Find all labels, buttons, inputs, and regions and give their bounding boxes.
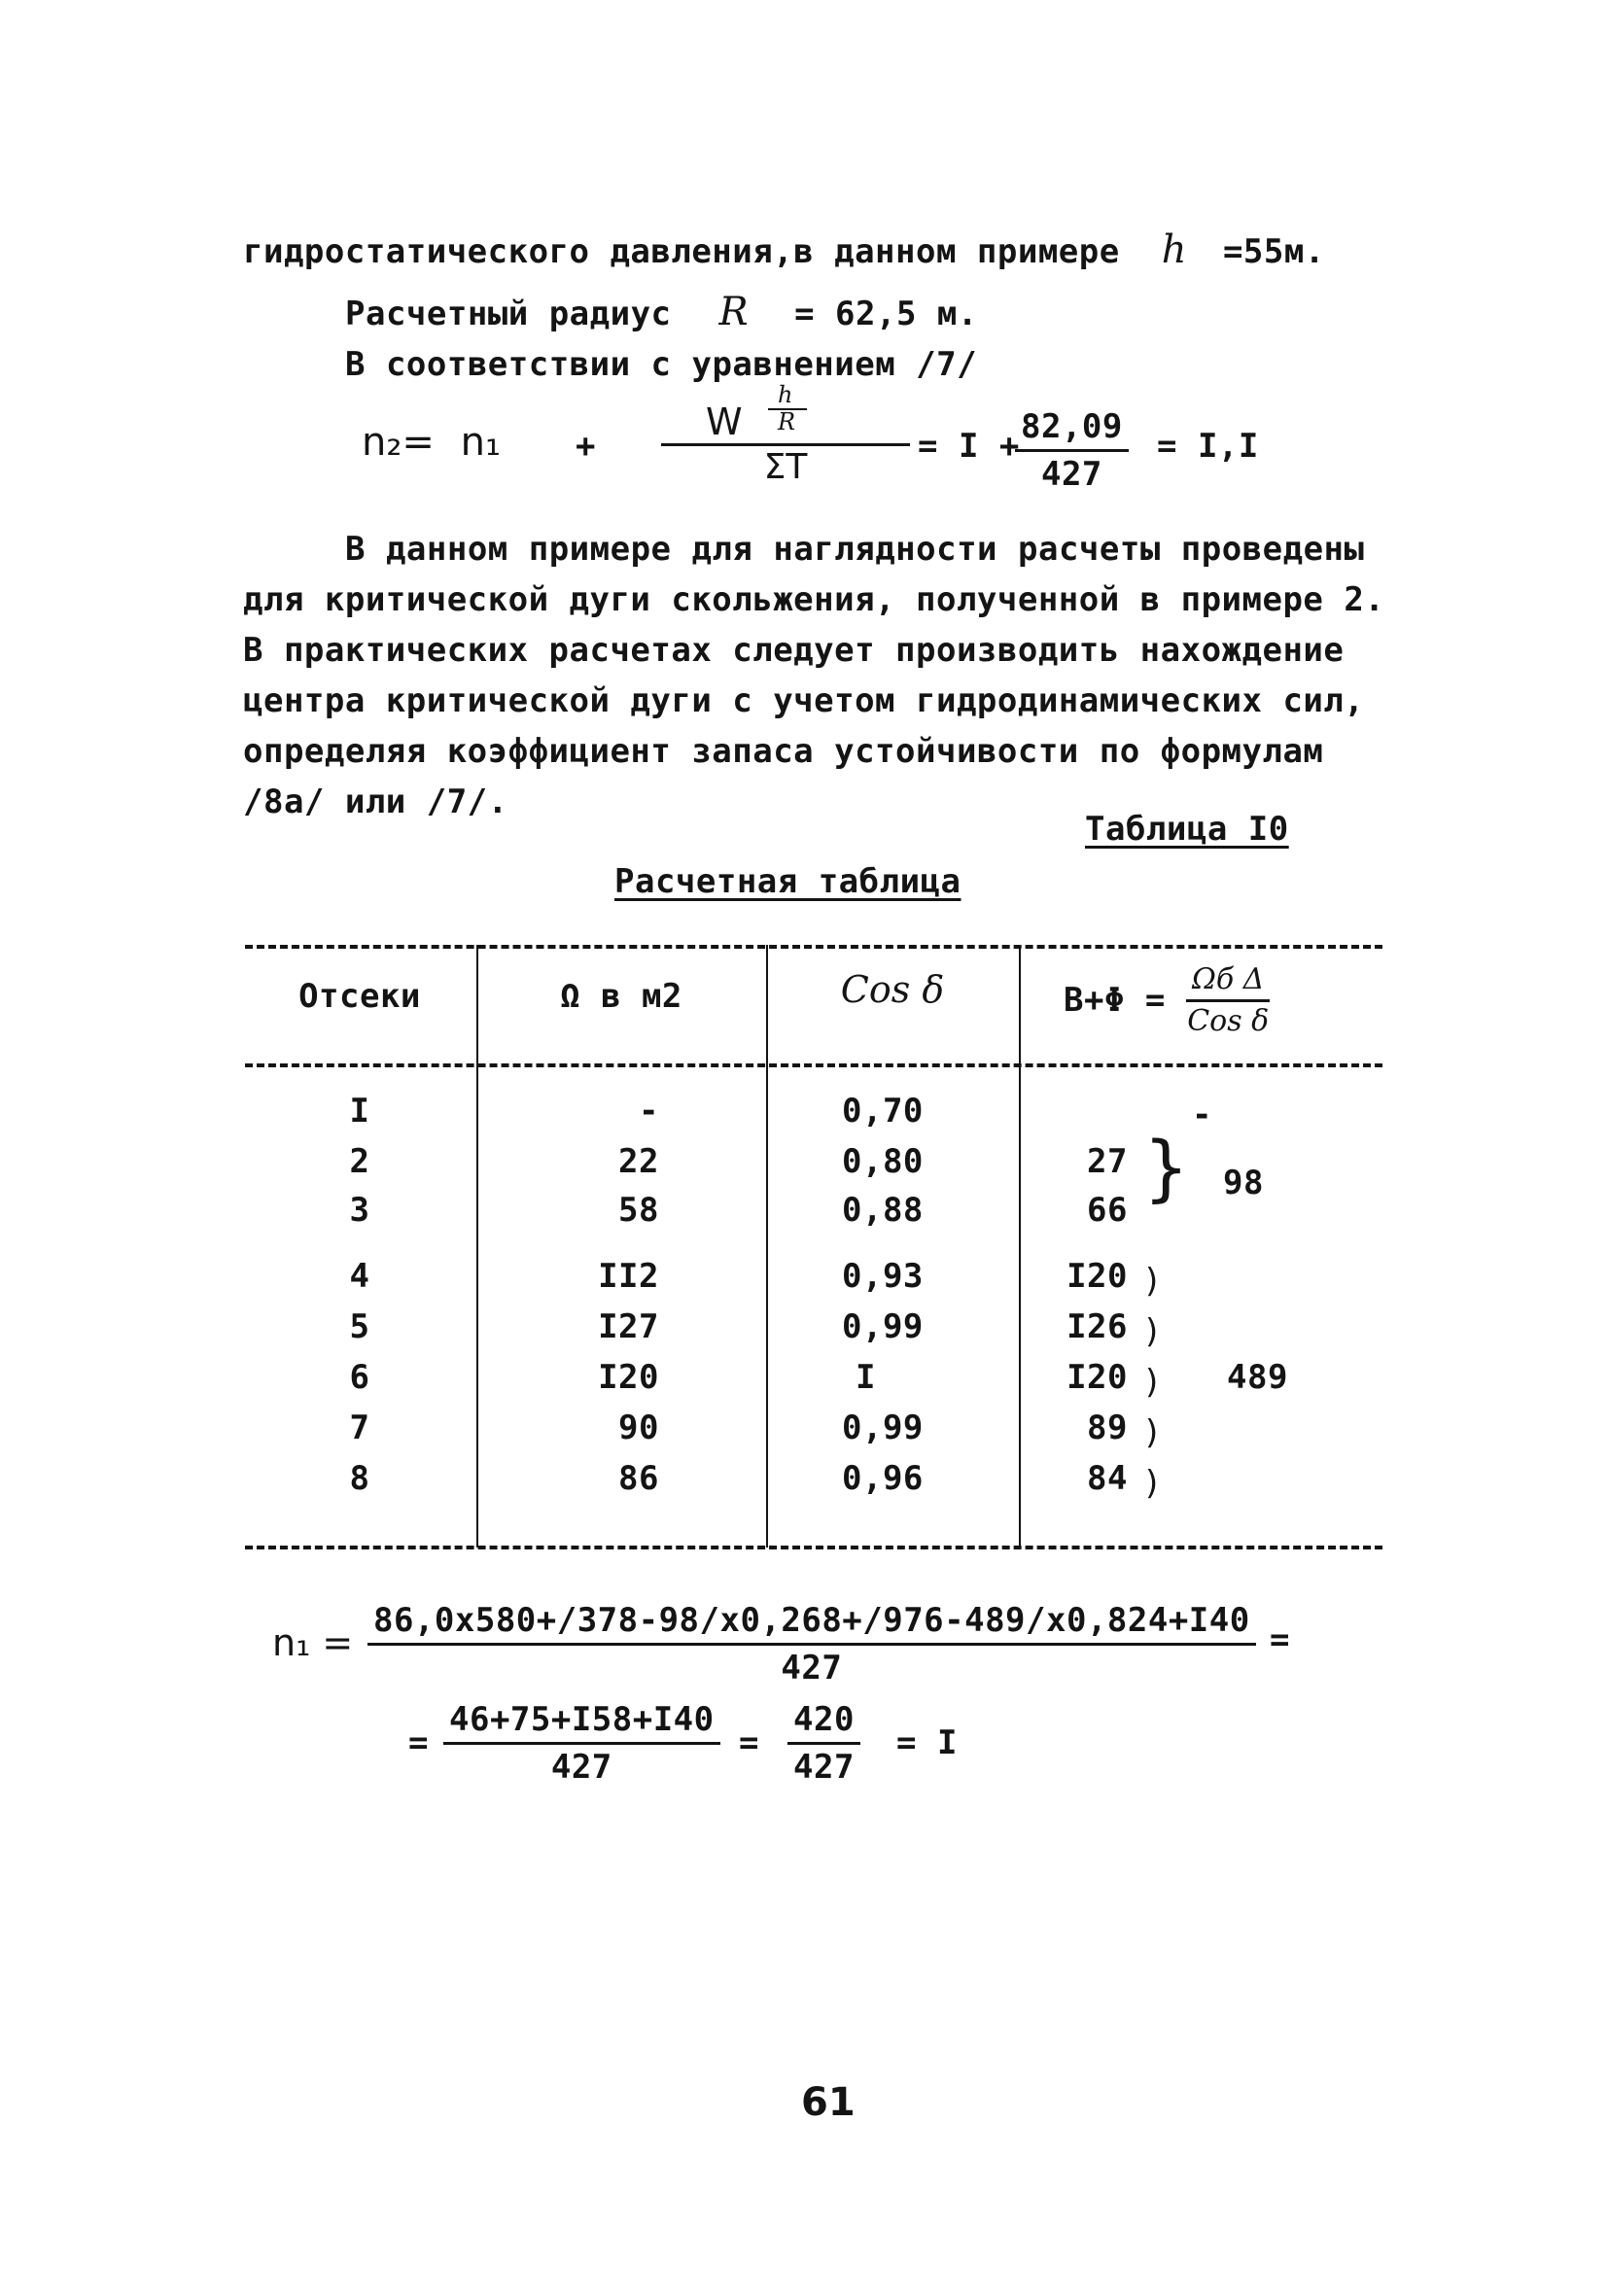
group-a-sum: 98 <box>1223 1164 1264 1202</box>
cell-omega: 90 <box>618 1409 659 1447</box>
table-header-rule <box>245 1063 1382 1067</box>
eq-n1-frac-b-num: 420 <box>787 1699 860 1745</box>
line1-value: =55м. <box>1222 232 1325 271</box>
group-b-sum: 489 <box>1227 1358 1288 1397</box>
eq-n1-fraction-a <box>443 1699 720 1788</box>
table-header-segments: Отсеки <box>298 977 421 1016</box>
cell-omega: 86 <box>618 1459 659 1498</box>
cell-bphi: I26 <box>1066 1307 1128 1346</box>
eq7-frac-top: ℎ <box>778 381 793 408</box>
symbol-h: ℎ <box>1161 227 1187 272</box>
cell-bphi: I20 <box>1066 1257 1128 1296</box>
cell-bphi: 27 <box>1087 1142 1128 1181</box>
page-number: 61 <box>801 2080 856 2125</box>
text-line-1 <box>243 229 1325 272</box>
line1-text: гидростатического давления,в данном примере <box>243 232 1120 271</box>
cell-group-dash: - <box>1192 1096 1212 1134</box>
table-top-rule <box>245 945 1382 949</box>
eq7-result: = I,I <box>1157 427 1259 466</box>
eq7-frac2-num: 82,09 <box>1015 406 1129 452</box>
eq7-w: W <box>706 400 743 443</box>
para-line-5: определяя коэффициент запаса устойчивости по формулам <box>243 732 1324 771</box>
eq-n1-main-fraction <box>367 1600 1256 1688</box>
eq-n1-mid-equals: = <box>739 1723 759 1762</box>
cell-segment: 3 <box>349 1191 370 1230</box>
eq7-numerator <box>661 381 910 446</box>
cell-omega: II2 <box>598 1257 659 1296</box>
eq-n1-tail-equals: = <box>1270 1620 1290 1659</box>
eq7-frac2-den: 427 <box>1040 455 1102 494</box>
cell-segment: 6 <box>349 1358 370 1397</box>
para-line-6: /8а/ или /7/. <box>243 783 508 821</box>
para-line-2: для критической дуги скольжения, полученной в примере 2. <box>243 580 1385 619</box>
cell-cos: 0,70 <box>842 1092 924 1131</box>
eq7-n1: n₁ <box>460 420 502 465</box>
table-bottom-rule <box>245 1546 1382 1549</box>
line2-text: Расчетный радиус <box>345 295 672 333</box>
table-header-bphi-fraction <box>1186 962 1270 1039</box>
eq-n1-line2-equals: = <box>408 1723 429 1762</box>
para-line-4: центра критической дуги с учетом гидродинамических сил, <box>243 681 1365 720</box>
cell-segment: 8 <box>349 1459 370 1498</box>
eq7-equals-1: = I + <box>918 427 1020 466</box>
cell-omega: I27 <box>598 1307 659 1346</box>
cell-omega: I20 <box>598 1358 659 1397</box>
eq7-plus: + <box>576 427 596 466</box>
cell-cos: 0,96 <box>842 1459 924 1498</box>
table-title: Расчетная таблица <box>614 862 961 901</box>
cell-cos: 0,99 <box>842 1307 924 1346</box>
table-header-bphi-prefix: B+Φ = <box>1064 981 1166 1020</box>
table-header-omega: Ω в м2 <box>560 977 682 1016</box>
cell-segment: 4 <box>349 1257 370 1296</box>
para-line-1: В данном примере для наглядности расчеты проведены <box>345 530 1365 569</box>
eq-n1-result: = I <box>896 1723 958 1762</box>
cell-bphi: 89 <box>1087 1409 1128 1447</box>
cell-cos: 0,99 <box>842 1409 924 1447</box>
eq7-fraction <box>661 381 910 489</box>
table-header-cos: Cos δ <box>840 968 945 1011</box>
eq7-lhs-text: n₂= <box>362 420 435 465</box>
table-col-divider-1 <box>476 945 478 1548</box>
eq-n1-frac-a-den: 427 <box>550 1748 612 1787</box>
para-line-3: В практических расчетах следует производить нахождение <box>243 631 1345 670</box>
table-header-bphi-num: Ωб Δ <box>1186 962 1270 1002</box>
eq-n1-denominator: 427 <box>781 1649 843 1687</box>
cell-bphi: 84 <box>1087 1459 1128 1498</box>
cell-cos: 0,88 <box>842 1191 924 1230</box>
eq7-lhs <box>362 420 501 465</box>
table-col-divider-2 <box>766 945 768 1548</box>
cell-segment: 5 <box>349 1307 370 1346</box>
line2-value: = 62,5 м. <box>794 295 978 333</box>
table-col-divider-3 <box>1019 945 1021 1548</box>
eq-n1-frac-b-den: 427 <box>793 1748 855 1787</box>
brace-group-a-icon: } <box>1143 1127 1190 1210</box>
eq7-denominator: ΣT <box>763 447 808 487</box>
eq-n1-lhs: n₁ = <box>272 1621 354 1664</box>
text-line-3: В соответствии с уравнением /7/ <box>345 345 978 384</box>
cell-segment: 7 <box>349 1409 370 1447</box>
text-line-2 <box>345 292 978 334</box>
eq-n1-frac-a-num: 46+75+I58+I40 <box>443 1699 720 1745</box>
cell-omega: 22 <box>618 1142 659 1181</box>
eq-n1-numerator: 86,0x580+/378-98/x0,268+/976-489/x0,824+I40 <box>367 1600 1256 1646</box>
cell-cos: 0,80 <box>842 1142 924 1181</box>
eq7-frac-bot: R <box>778 408 796 435</box>
table-caption: Таблица I0 <box>1085 810 1289 849</box>
cell-omega: - <box>639 1092 659 1131</box>
cell-segment: I <box>349 1092 370 1131</box>
cell-cos: I <box>856 1358 876 1397</box>
cell-omega: 58 <box>618 1191 659 1230</box>
eq7-fraction-2 <box>1015 406 1129 495</box>
eq-n1-fraction-b <box>787 1699 860 1788</box>
cell-cos: 0,93 <box>842 1257 924 1296</box>
table-header-bphi-den: Cos δ <box>1187 1004 1270 1038</box>
paren-group-b-icon: ) ) ) ) ) <box>1145 1262 1159 1503</box>
symbol-r: R <box>718 290 750 334</box>
cell-bphi: I20 <box>1066 1358 1128 1397</box>
cell-segment: 2 <box>349 1142 370 1181</box>
cell-bphi: 66 <box>1087 1191 1128 1230</box>
